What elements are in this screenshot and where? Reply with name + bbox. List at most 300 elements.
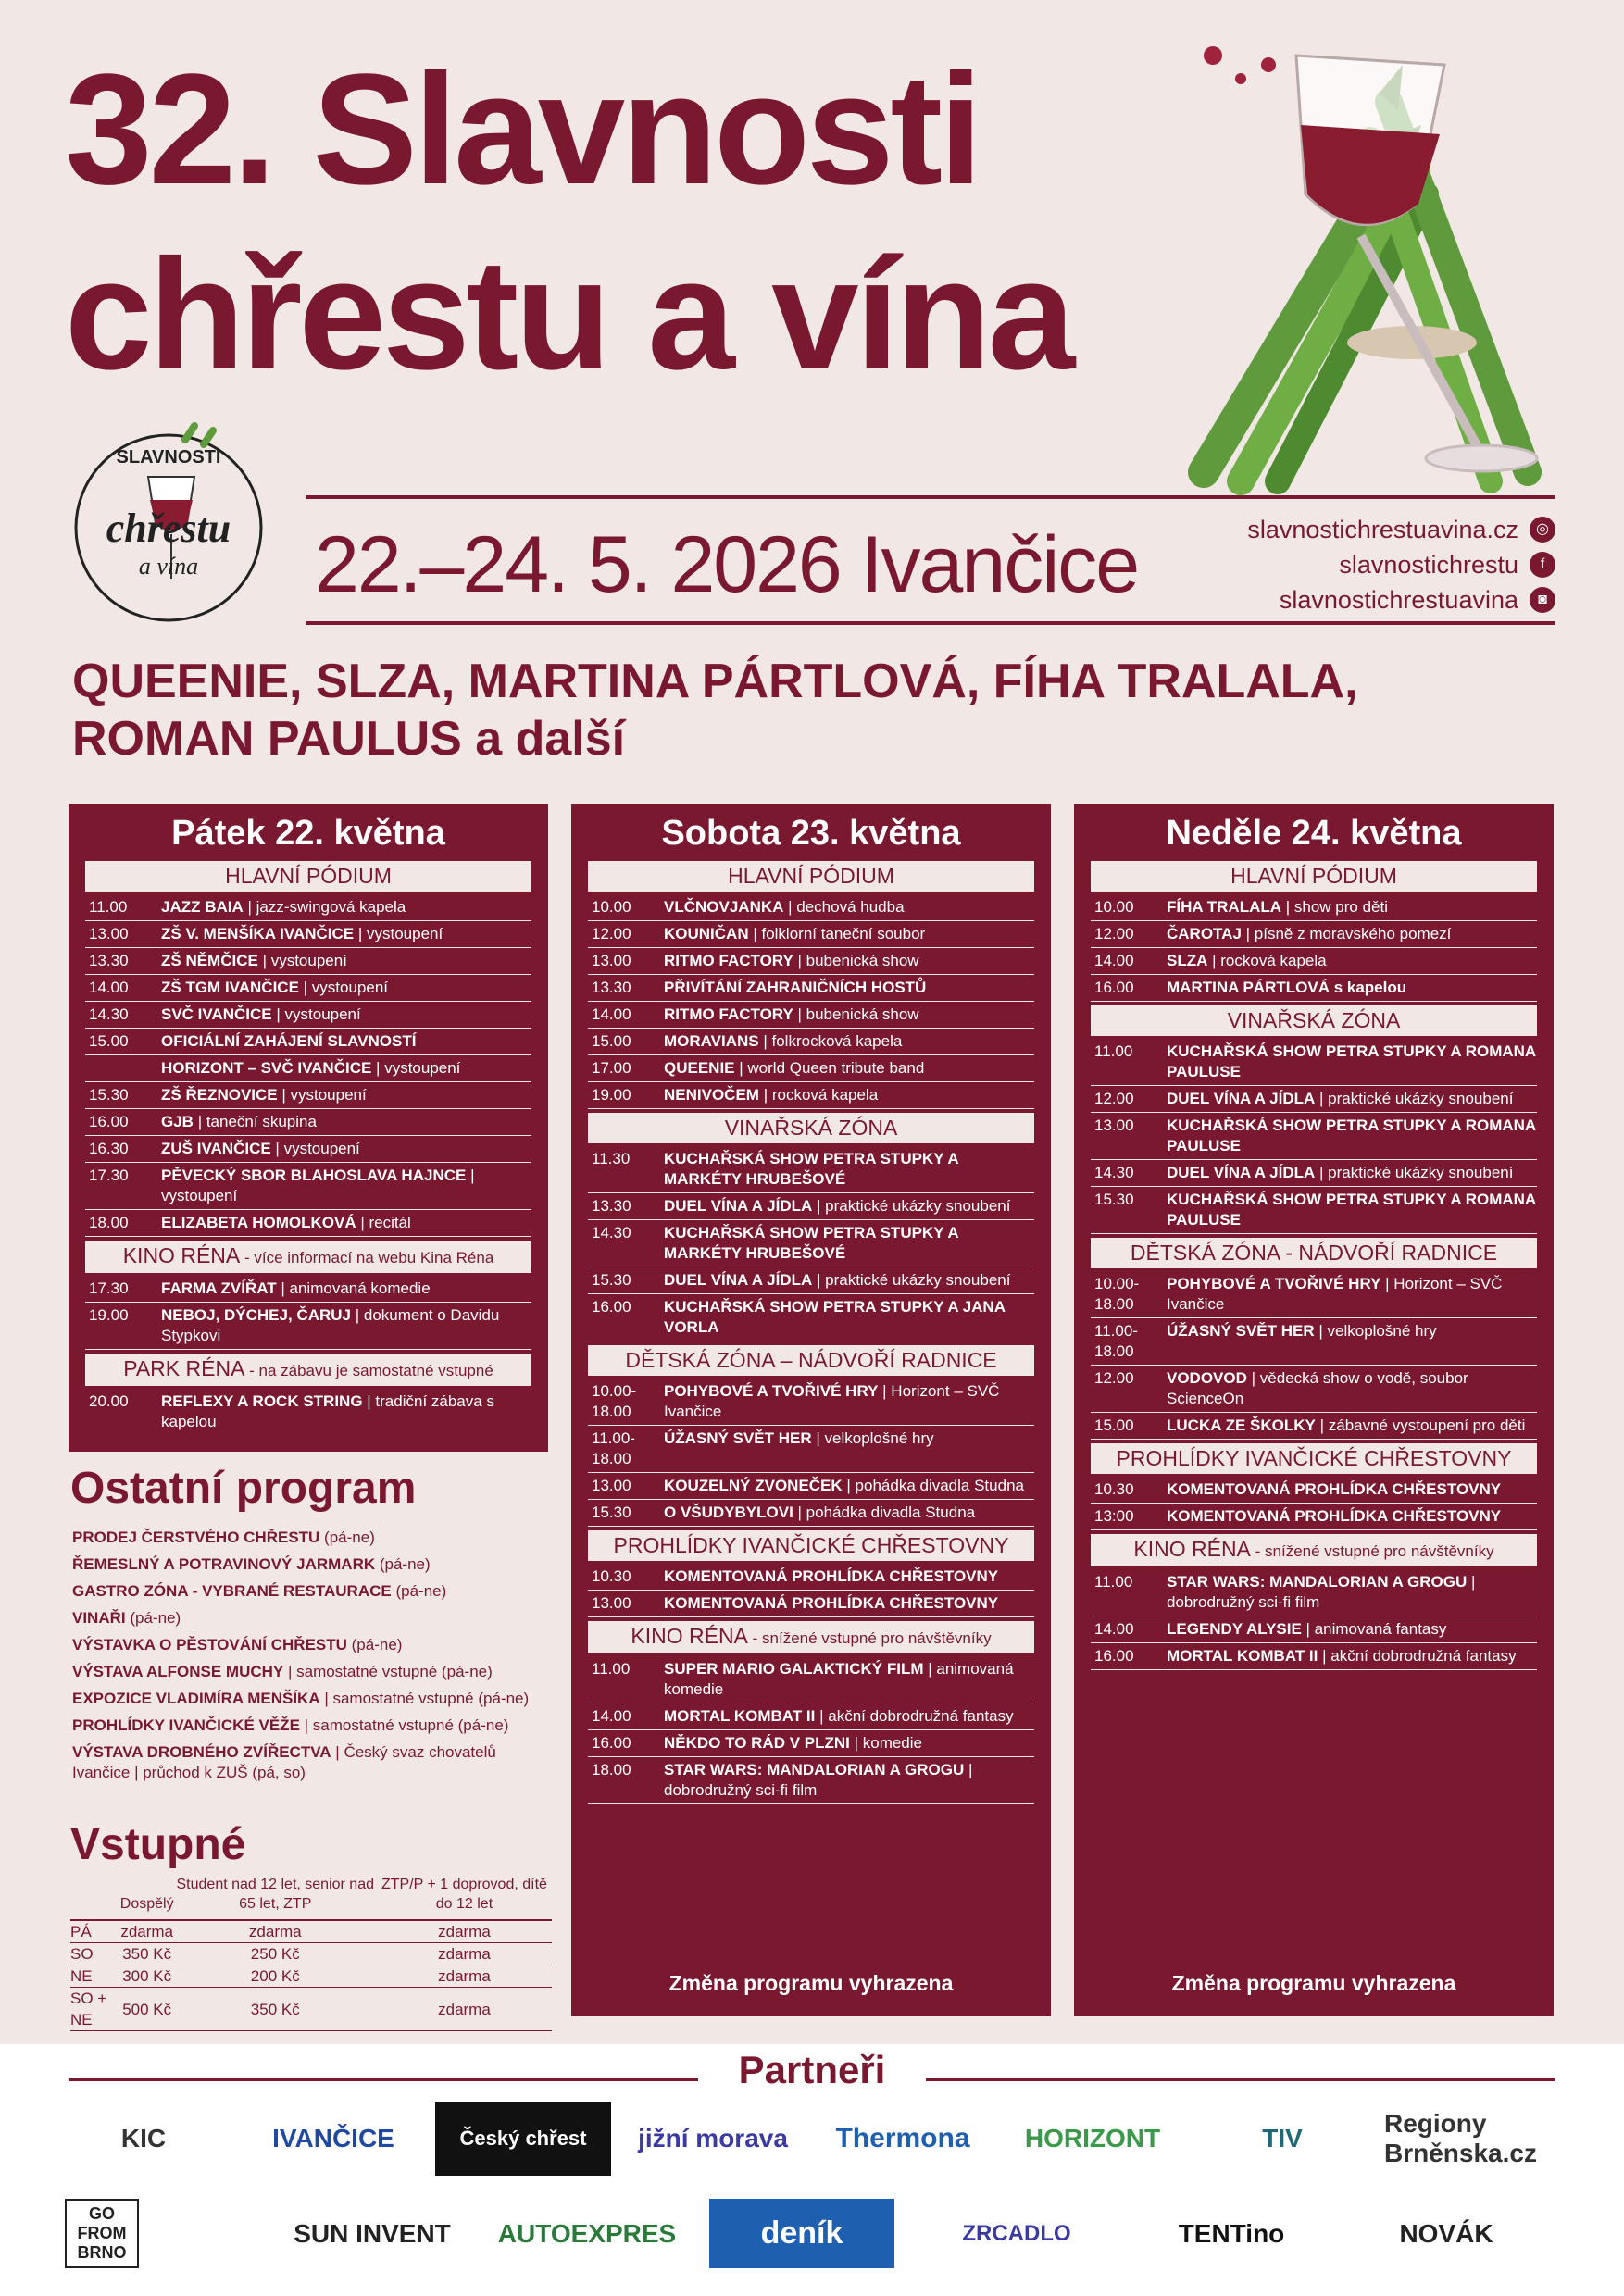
performer-name: DUEL VÍNA A JÍDLA: [664, 1197, 813, 1215]
performer-detail: | vystoupení: [354, 925, 443, 942]
program-time: 12.00: [1094, 925, 1134, 942]
performer-name: PĚVECKÝ SBOR BLAHOSLAVA HAJNCE: [161, 1167, 467, 1184]
admission-cell: zdarma: [174, 1920, 377, 1943]
item-detail: (pá-ne): [391, 1582, 447, 1600]
performer-detail: | akční dobrodružná fantasy: [1318, 1647, 1517, 1665]
section-header: [1091, 861, 1537, 892]
logo-top-text: SLAVNOSTI: [116, 447, 221, 468]
program-item: [85, 1109, 531, 1136]
program-time: 16.00: [1094, 979, 1134, 996]
partner-logo[interactable]: Thermona: [835, 2123, 970, 2153]
section-name: DĚTSKÁ ZÓNA – NÁDVOŘÍ RADNICE: [625, 1348, 997, 1372]
section-header: [1091, 1005, 1537, 1036]
partner-logo[interactable]: TENTino: [1178, 2218, 1285, 2248]
program-desc: [161, 1391, 531, 1432]
program-time: 13.30: [592, 979, 631, 996]
section-header: [85, 1354, 531, 1386]
performer-detail: | pohádka divadla Studna: [793, 1504, 976, 1521]
partner-logo[interactable]: GO FROM BRNO: [65, 2199, 139, 2268]
performer-detail: | taneční skupina: [193, 1113, 317, 1130]
performer-name: KOMENTOVANÁ PROHLÍDKA CHŘESTOVNY: [1167, 1507, 1502, 1525]
program-item: [588, 1193, 1034, 1220]
partner-logo[interactable]: HORIZONT: [1024, 2124, 1161, 2152]
program-desc: [161, 1305, 531, 1346]
program-time: 11.00: [1094, 1573, 1133, 1591]
section-header: [85, 861, 531, 892]
program-item: [588, 894, 1034, 921]
program-item: [588, 1564, 1034, 1591]
other-program-item: [72, 1662, 554, 1682]
section-name: PROHLÍDKY IVANČICKÉ CHŘESTOVNY: [1116, 1446, 1512, 1470]
partner-logo[interactable]: AUTOEXPRES: [497, 2218, 677, 2248]
performer-detail: | tradiční zábava s kapelou: [161, 1392, 494, 1430]
program-desc: [664, 1297, 1034, 1338]
performer-name: DUEL VÍNA A JÍDLA: [1167, 1090, 1316, 1107]
program-desc: [664, 1149, 1034, 1190]
performer-name: MORTAL KOMBAT II: [1167, 1647, 1318, 1665]
performer-detail: | vystoupení: [257, 952, 347, 969]
admission-row: [70, 1920, 552, 1943]
instagram-link[interactable]: slavnostichrestuavina: [1279, 586, 1518, 614]
section-header: [588, 1345, 1034, 1376]
other-program-item: [72, 1528, 554, 1548]
performer-detail: | zábavné vystoupení pro děti: [1315, 1416, 1526, 1434]
performer-name: KUCHAŘSKÁ SHOW PETRA STUPKY A ROMANA PAULUSE: [1167, 1191, 1536, 1229]
program-item: [588, 1294, 1034, 1341]
program-item: [1091, 1187, 1537, 1234]
program-desc: [161, 978, 531, 998]
performer-name: SVČ IVANČICE: [161, 1005, 272, 1023]
program-time: 14.00: [89, 979, 129, 996]
partner-logo[interactable]: deník: [709, 2199, 894, 2268]
section-note: - na zábavu je samostatné vstupné: [244, 1362, 493, 1379]
section-header: [588, 1530, 1034, 1561]
program-time: 18.00: [89, 1214, 129, 1231]
program-item: [1091, 948, 1537, 975]
admission-cell: zdarma: [377, 1988, 552, 2031]
performer-detail: | jazz-swingová kapela: [243, 898, 406, 916]
program-time: 13:00: [1094, 1507, 1134, 1525]
performer-detail: | animovaná komedie: [276, 1279, 431, 1297]
other-program-item: [72, 1716, 554, 1736]
performer-detail: | dobrodružný sci-fi film: [1167, 1573, 1476, 1611]
logo-bottom-text: a vína: [138, 553, 199, 580]
performer-name: REFLEXY A ROCK STRING: [161, 1392, 363, 1410]
program-time: 11.00: [592, 1660, 631, 1678]
program-desc: [161, 1279, 531, 1299]
section-header: [1091, 1534, 1537, 1566]
performer-name: MORTAL KOMBAT II: [664, 1707, 816, 1725]
admission-cell: PÁ: [70, 1920, 120, 1943]
program-desc: [161, 1031, 531, 1052]
program-item: [1091, 1616, 1537, 1643]
performer-detail: | vystoupení: [271, 1005, 361, 1023]
section-header: [1091, 1443, 1537, 1474]
instagram-icon: ◙: [1530, 587, 1555, 613]
performer-detail: | show pro děti: [1281, 898, 1388, 916]
performer-name: KUCHAŘSKÁ SHOW PETRA STUPKY A ROMANA PAULUSE: [1167, 1042, 1536, 1080]
program-item: [588, 1500, 1034, 1527]
performer-name: VLČNOVJANKA: [664, 898, 784, 916]
program-item: [85, 1276, 531, 1303]
program-item: [1091, 1366, 1537, 1413]
program-time: 14.30: [592, 1224, 631, 1242]
program-desc: [664, 1196, 1034, 1217]
other-program-item: [72, 1635, 554, 1655]
program-change-note: Změna programu vyhrazena: [668, 1971, 954, 1995]
program-desc: [1167, 1619, 1537, 1640]
performer-detail: | vystoupení: [298, 979, 389, 996]
day-column-saturday: [571, 804, 1051, 2016]
program-desc: [1167, 1274, 1537, 1315]
program-time: 14.00: [1094, 1620, 1134, 1638]
performer-detail: | praktické ukázky snoubení: [1315, 1164, 1514, 1181]
performer-name: ELIZABETA HOMOLKOVÁ: [161, 1214, 356, 1231]
performer-detail: | Horizont – SVČ Ivančice: [1167, 1275, 1503, 1313]
program-time: 10.00-18.00: [592, 1382, 637, 1420]
program-item: [588, 1591, 1034, 1617]
performer-name: STAR WARS: MANDALORIAN A GROGU: [1167, 1573, 1468, 1591]
program-item: [588, 1029, 1034, 1055]
section-name: KINO RÉNA: [1133, 1537, 1251, 1561]
program-desc: [1167, 1190, 1537, 1230]
item-name: VÝSTAVA DROBNÉHO ZVÍŘECTVA: [72, 1743, 331, 1761]
program-item: [1091, 1160, 1537, 1187]
program-desc: [1167, 1368, 1537, 1409]
section-note: - snížené vstupné pro návštěvníky: [1250, 1542, 1494, 1560]
program-time: 16.30: [89, 1140, 129, 1157]
performer-name: PŘIVÍTÁNÍ ZAHRANIČNÍCH HOSTŮ: [664, 979, 927, 996]
program-desc: [1167, 1506, 1537, 1527]
performer-name: ZŠ ŘEZNOVICE: [161, 1086, 278, 1104]
performer-name: NĚKDO TO RÁD V PLZNI: [664, 1734, 850, 1752]
performer-detail: | praktické ukázky snoubení: [812, 1197, 1011, 1215]
program-desc: [1167, 1042, 1537, 1082]
partner-logo[interactable]: jižní morava: [638, 2124, 788, 2152]
section-note: - snížené vstupné pro návštěvníky: [747, 1629, 992, 1647]
program-desc: [1167, 1116, 1537, 1156]
day-column-friday: [69, 804, 548, 1452]
facebook-icon: f: [1530, 552, 1555, 578]
item-detail: | samostatné vstupné (pá-ne): [299, 1716, 509, 1734]
admission-cell: zdarma: [377, 1943, 552, 1965]
performer-name: SLZA: [1167, 952, 1208, 969]
program-item: [85, 1210, 531, 1237]
performer-name: KOMENTOVANÁ PROHLÍDKA CHŘESTOVNY: [664, 1594, 999, 1612]
program-desc: [161, 897, 531, 917]
title-line-1: 32. Slavnosti: [65, 42, 980, 218]
program-item: [1091, 1477, 1537, 1504]
program-desc: [1167, 978, 1537, 998]
performer-name: ÚŽASNÝ SVĚT HER: [1167, 1322, 1315, 1340]
program-time: 12.00: [592, 925, 631, 942]
performer-detail: | rocková kapela: [1207, 952, 1327, 969]
program-item: [588, 1426, 1034, 1473]
performer-name: KOUZELNÝ ZVONEČEK: [664, 1477, 843, 1494]
program-time: 13.00: [592, 952, 631, 969]
program-desc: [1167, 951, 1537, 971]
program-desc: [664, 1593, 1034, 1614]
program-desc: [1167, 1321, 1537, 1362]
performer-detail: | folkrocková kapela: [758, 1032, 903, 1050]
program-time: 13.00: [592, 1594, 631, 1612]
day-column-sunday: [1074, 804, 1554, 2016]
section-header: [588, 861, 1034, 892]
logo-mid-text: chřestu: [106, 505, 231, 551]
program-item: [1091, 1569, 1537, 1616]
globe-icon: ◎: [1530, 517, 1555, 543]
item-detail: (pá-ne): [375, 1555, 431, 1573]
program-desc: [664, 1503, 1034, 1523]
section-name: DĚTSKÁ ZÓNA - NÁDVOŘÍ RADNICE: [1130, 1241, 1498, 1265]
section-header: [588, 1113, 1034, 1143]
partner-logo[interactable]: NOVÁK: [1399, 2218, 1493, 2248]
performer-detail: | dokument o Davidu Stypkovi: [161, 1306, 500, 1344]
admission-header: ZTP/P + 1 doprovod, dítě do 12 let: [377, 1875, 552, 1920]
program-item: [588, 921, 1034, 948]
program-desc: [1167, 1479, 1537, 1500]
performer-name: KUCHAŘSKÁ SHOW PETRA STUPKY A JANA VORLA: [664, 1298, 1006, 1336]
performer-name: MARTINA PÁRTLOVÁ s kapelou: [1167, 979, 1407, 996]
performer-name: ZŠ NĚMČICE: [161, 952, 258, 969]
item-detail: | Český svaz chovatelů Ivančice | průchod k ZUŠ (pá, so): [72, 1743, 496, 1781]
performer-detail: | vystoupení: [270, 1140, 360, 1157]
program-time: 11.00: [89, 898, 128, 916]
program-time: 14.00: [592, 1707, 631, 1725]
partner-logo[interactable]: KIC: [120, 2124, 167, 2152]
admission-cell: SO: [70, 1943, 120, 1965]
program-item: [85, 1055, 531, 1082]
program-time: 14.30: [1094, 1164, 1134, 1181]
performer-name: OFICIÁLNÍ ZAHÁJENÍ SLAVNOSTÍ: [161, 1032, 417, 1050]
wine-asparagus-illustration: [1176, 37, 1583, 500]
day-title: Sobota 23. května: [661, 814, 961, 853]
program-item: [85, 1082, 531, 1109]
program-desc: [1167, 1416, 1537, 1436]
program-desc: [664, 1085, 1034, 1105]
program-item: [1091, 921, 1537, 948]
performer-detail: | recitál: [356, 1214, 411, 1231]
admission-row: [70, 1965, 552, 1988]
program-time: 17.00: [592, 1059, 631, 1077]
admission-title: Vstupné: [70, 1820, 246, 1869]
performer-name: QUEENIE: [664, 1059, 735, 1077]
performer-detail: | praktické ukázky snoubení: [1315, 1090, 1514, 1107]
admission-table: [70, 1875, 552, 2031]
admission-cell: 350 Kč: [174, 1988, 377, 2031]
program-item: [1091, 1643, 1537, 1670]
item-name: VÝSTAVA ALFONSE MUCHY: [72, 1663, 284, 1680]
program-item: [588, 1379, 1034, 1426]
program-change-note: Změna programu vyhrazena: [1171, 1971, 1456, 1995]
admission-cell: zdarma: [377, 1920, 552, 1943]
program-desc: [664, 1476, 1034, 1496]
program-item: [588, 975, 1034, 1002]
program-time: 11.00: [1094, 1042, 1133, 1060]
program-item: [588, 1082, 1034, 1109]
program-time: 16.00: [89, 1113, 129, 1130]
performer-name: POHYBOVÉ A TVOŘIVÉ HRY: [1167, 1275, 1381, 1292]
date-row: [306, 495, 1555, 625]
program-time: 10.00: [592, 898, 631, 916]
program-time: 15.00: [89, 1032, 129, 1050]
program-time: 15.00: [1094, 1416, 1134, 1434]
partner-logo[interactable]: IVANČICE: [272, 2124, 394, 2152]
performer-name: LUCKA ZE ŠKOLKY: [1167, 1416, 1316, 1434]
day-title: Pátek 22. května: [171, 814, 445, 853]
item-detail: | samostatné vstupné (pá-ne): [283, 1663, 493, 1680]
program-desc: [161, 1139, 531, 1159]
program-desc: [1167, 1163, 1537, 1183]
program-time: 15.30: [1094, 1191, 1134, 1208]
partner-logo[interactable]: TIV: [1262, 2124, 1303, 2152]
performer-detail: | písně z moravského pomezí: [1241, 925, 1452, 942]
program-time: 11.00-18.00: [1094, 1322, 1138, 1360]
program-time: 15.30: [592, 1504, 631, 1521]
partner-logo[interactable]: Regiony Brněnska.cz: [1384, 2109, 1537, 2167]
partner-logo[interactable]: SUN INVENT: [294, 2218, 451, 2248]
admission-cell: 350 Kč: [120, 1943, 174, 1965]
program-time: 12.00: [1094, 1369, 1134, 1387]
admission-header: Student nad 12 let, senior nad 65 let, ZTP: [174, 1875, 377, 1920]
partner-logo[interactable]: Český chřest: [435, 2102, 611, 2176]
section-header: [85, 1241, 531, 1273]
admission-header: [70, 1875, 120, 1920]
section-header: [588, 1621, 1034, 1653]
facebook-link[interactable]: slavnostichrestu: [1339, 551, 1518, 579]
admission-cell: 500 Kč: [120, 1988, 174, 2031]
program-time: 13.30: [89, 952, 129, 969]
program-time: 14.30: [89, 1005, 129, 1023]
item-detail: | samostatné vstupné (pá-ne): [319, 1690, 530, 1707]
performer-name: RITMO FACTORY: [664, 1005, 793, 1023]
admission-row: [70, 1943, 552, 1965]
program-time: 14.00: [1094, 952, 1134, 969]
admission-cell: zdarma: [377, 1965, 552, 1988]
performer-detail: | vědecká show o vodě, soubor ScienceOn: [1167, 1369, 1468, 1407]
item-name: GASTRO ZÓNA - VYBRANÉ RESTAURACE: [72, 1582, 392, 1600]
performer-detail: | velkoplošné hry: [811, 1429, 934, 1447]
program-item: [1091, 1113, 1537, 1160]
festival-logo: [65, 421, 273, 630]
admission-cell: SO + NE: [70, 1988, 120, 2031]
section-name: KINO RÉNA: [631, 1624, 748, 1648]
program-time: 10.30: [1094, 1480, 1134, 1498]
program-desc: [664, 978, 1034, 998]
performer-name: ZUŠ IVANČICE: [161, 1140, 271, 1157]
program-desc: [1167, 1089, 1537, 1109]
performer-detail: | praktické ukázky snoubení: [812, 1271, 1011, 1289]
program-time: 10.00: [1094, 898, 1134, 916]
program-item: [1091, 1318, 1537, 1366]
performer-name: FÍHA TRALALA: [1167, 898, 1282, 916]
section-name: HLAVNÍ PÓDIUM: [728, 864, 894, 888]
partner-logo[interactable]: ZRCADLO: [962, 2220, 1071, 2246]
program-time: 13.00: [1094, 1117, 1134, 1134]
performer-name: ZŠ V. MENŠÍKA IVANČICE: [161, 925, 355, 942]
program-desc: [161, 1112, 531, 1132]
program-item: [85, 1029, 531, 1055]
performer-detail: | dobrodružný sci-fi film: [664, 1761, 973, 1799]
performer-detail: | vystoupení: [371, 1059, 461, 1077]
program-item: [588, 1220, 1034, 1267]
website-link[interactable]: slavnostichrestuavina.cz: [1247, 516, 1518, 543]
performer-detail: | Horizont – SVČ Ivančice: [664, 1382, 1000, 1420]
program-item: [1091, 1086, 1537, 1113]
other-program-item: [72, 1554, 554, 1575]
performer-name: O VŠUDYBYLOVI: [664, 1504, 793, 1521]
program-item: [588, 1055, 1034, 1082]
section-name: PARK RÉNA: [123, 1356, 245, 1380]
program-desc: [161, 951, 531, 971]
program-time: 18.00: [592, 1761, 631, 1778]
performer-name: KOMENTOVANÁ PROHLÍDKA CHŘESTOVNY: [664, 1567, 999, 1585]
performer-name: NENIVOČEM: [664, 1086, 759, 1104]
program-item: [588, 1703, 1034, 1730]
performer-detail: | vystoupení: [277, 1086, 367, 1104]
program-time: 20.00: [89, 1392, 129, 1410]
program-item: [1091, 1504, 1537, 1530]
item-name: VINAŘI: [72, 1609, 126, 1627]
section-name: HLAVNÍ PÓDIUM: [1230, 864, 1397, 888]
performer-name: NEBOJ, DÝCHEJ, ČARUJ: [161, 1306, 351, 1324]
program-item: [1091, 1413, 1537, 1440]
performer-name: VODOVOD: [1167, 1369, 1247, 1387]
section-name: VINAŘSKÁ ZÓNA: [1227, 1008, 1401, 1032]
performer-name: RITMO FACTORY: [664, 952, 793, 969]
program-item: [588, 1146, 1034, 1193]
program-time: 13.30: [592, 1197, 631, 1215]
program-item: [85, 948, 531, 975]
performer-detail: | komedie: [849, 1734, 922, 1752]
section-name: VINAŘSKÁ ZÓNA: [724, 1116, 898, 1140]
program-item: [85, 1303, 531, 1350]
program-time: 17.30: [89, 1167, 129, 1184]
day-title: Neděle 24. května: [1166, 814, 1462, 853]
performer-detail: | dechová hudba: [783, 898, 905, 916]
admission-cell: 250 Kč: [174, 1943, 377, 1965]
headliners: [72, 653, 1554, 767]
other-program-item: [72, 1742, 554, 1783]
program-desc: [664, 1760, 1034, 1801]
performer-name: ČAROTAJ: [1167, 925, 1242, 942]
performer-detail: | velkoplošné hry: [1314, 1322, 1437, 1340]
performer-name: DUEL VÍNA A JÍDLA: [1167, 1164, 1316, 1181]
performer-name: SUPER MARIO GALAKTICKÝ FILM: [664, 1660, 924, 1678]
date-place: 22.–24. 5. 2026 Ivančice: [315, 520, 1139, 609]
admission-header: Dospělý: [120, 1875, 174, 1920]
program-item: [588, 1757, 1034, 1804]
performer-detail: | akční dobrodružná fantasy: [815, 1707, 1014, 1725]
program-desc: [664, 1223, 1034, 1264]
other-program-title: Ostatní program: [70, 1464, 417, 1513]
section-name: KINO RÉNA: [122, 1243, 241, 1267]
item-detail: (pá-ne): [319, 1529, 375, 1546]
program-item: [85, 1136, 531, 1163]
admission-cell: NE: [70, 1965, 120, 1988]
performer-name: HORIZONT – SVČ IVANČICE: [161, 1059, 372, 1077]
performer-name: STAR WARS: MANDALORIAN A GROGU: [664, 1761, 965, 1778]
program-item: [588, 948, 1034, 975]
item-name: PRODEJ ČERSTVÉHO CHŘESTU: [72, 1529, 320, 1546]
performer-name: POHYBOVÉ A TVOŘIVÉ HRY: [664, 1382, 879, 1400]
section-header: [1091, 1238, 1537, 1268]
performer-name: KUCHAŘSKÁ SHOW PETRA STUPKY A MARKÉTY HRUBEŠOVÉ: [664, 1224, 958, 1262]
program-desc: [664, 1733, 1034, 1753]
performer-detail: | bubenická show: [793, 952, 919, 969]
item-name: ŘEMESLNÝ A POTRAVINOVÝ JARMARK: [72, 1555, 376, 1573]
performer-detail: | world Queen tribute band: [734, 1059, 925, 1077]
